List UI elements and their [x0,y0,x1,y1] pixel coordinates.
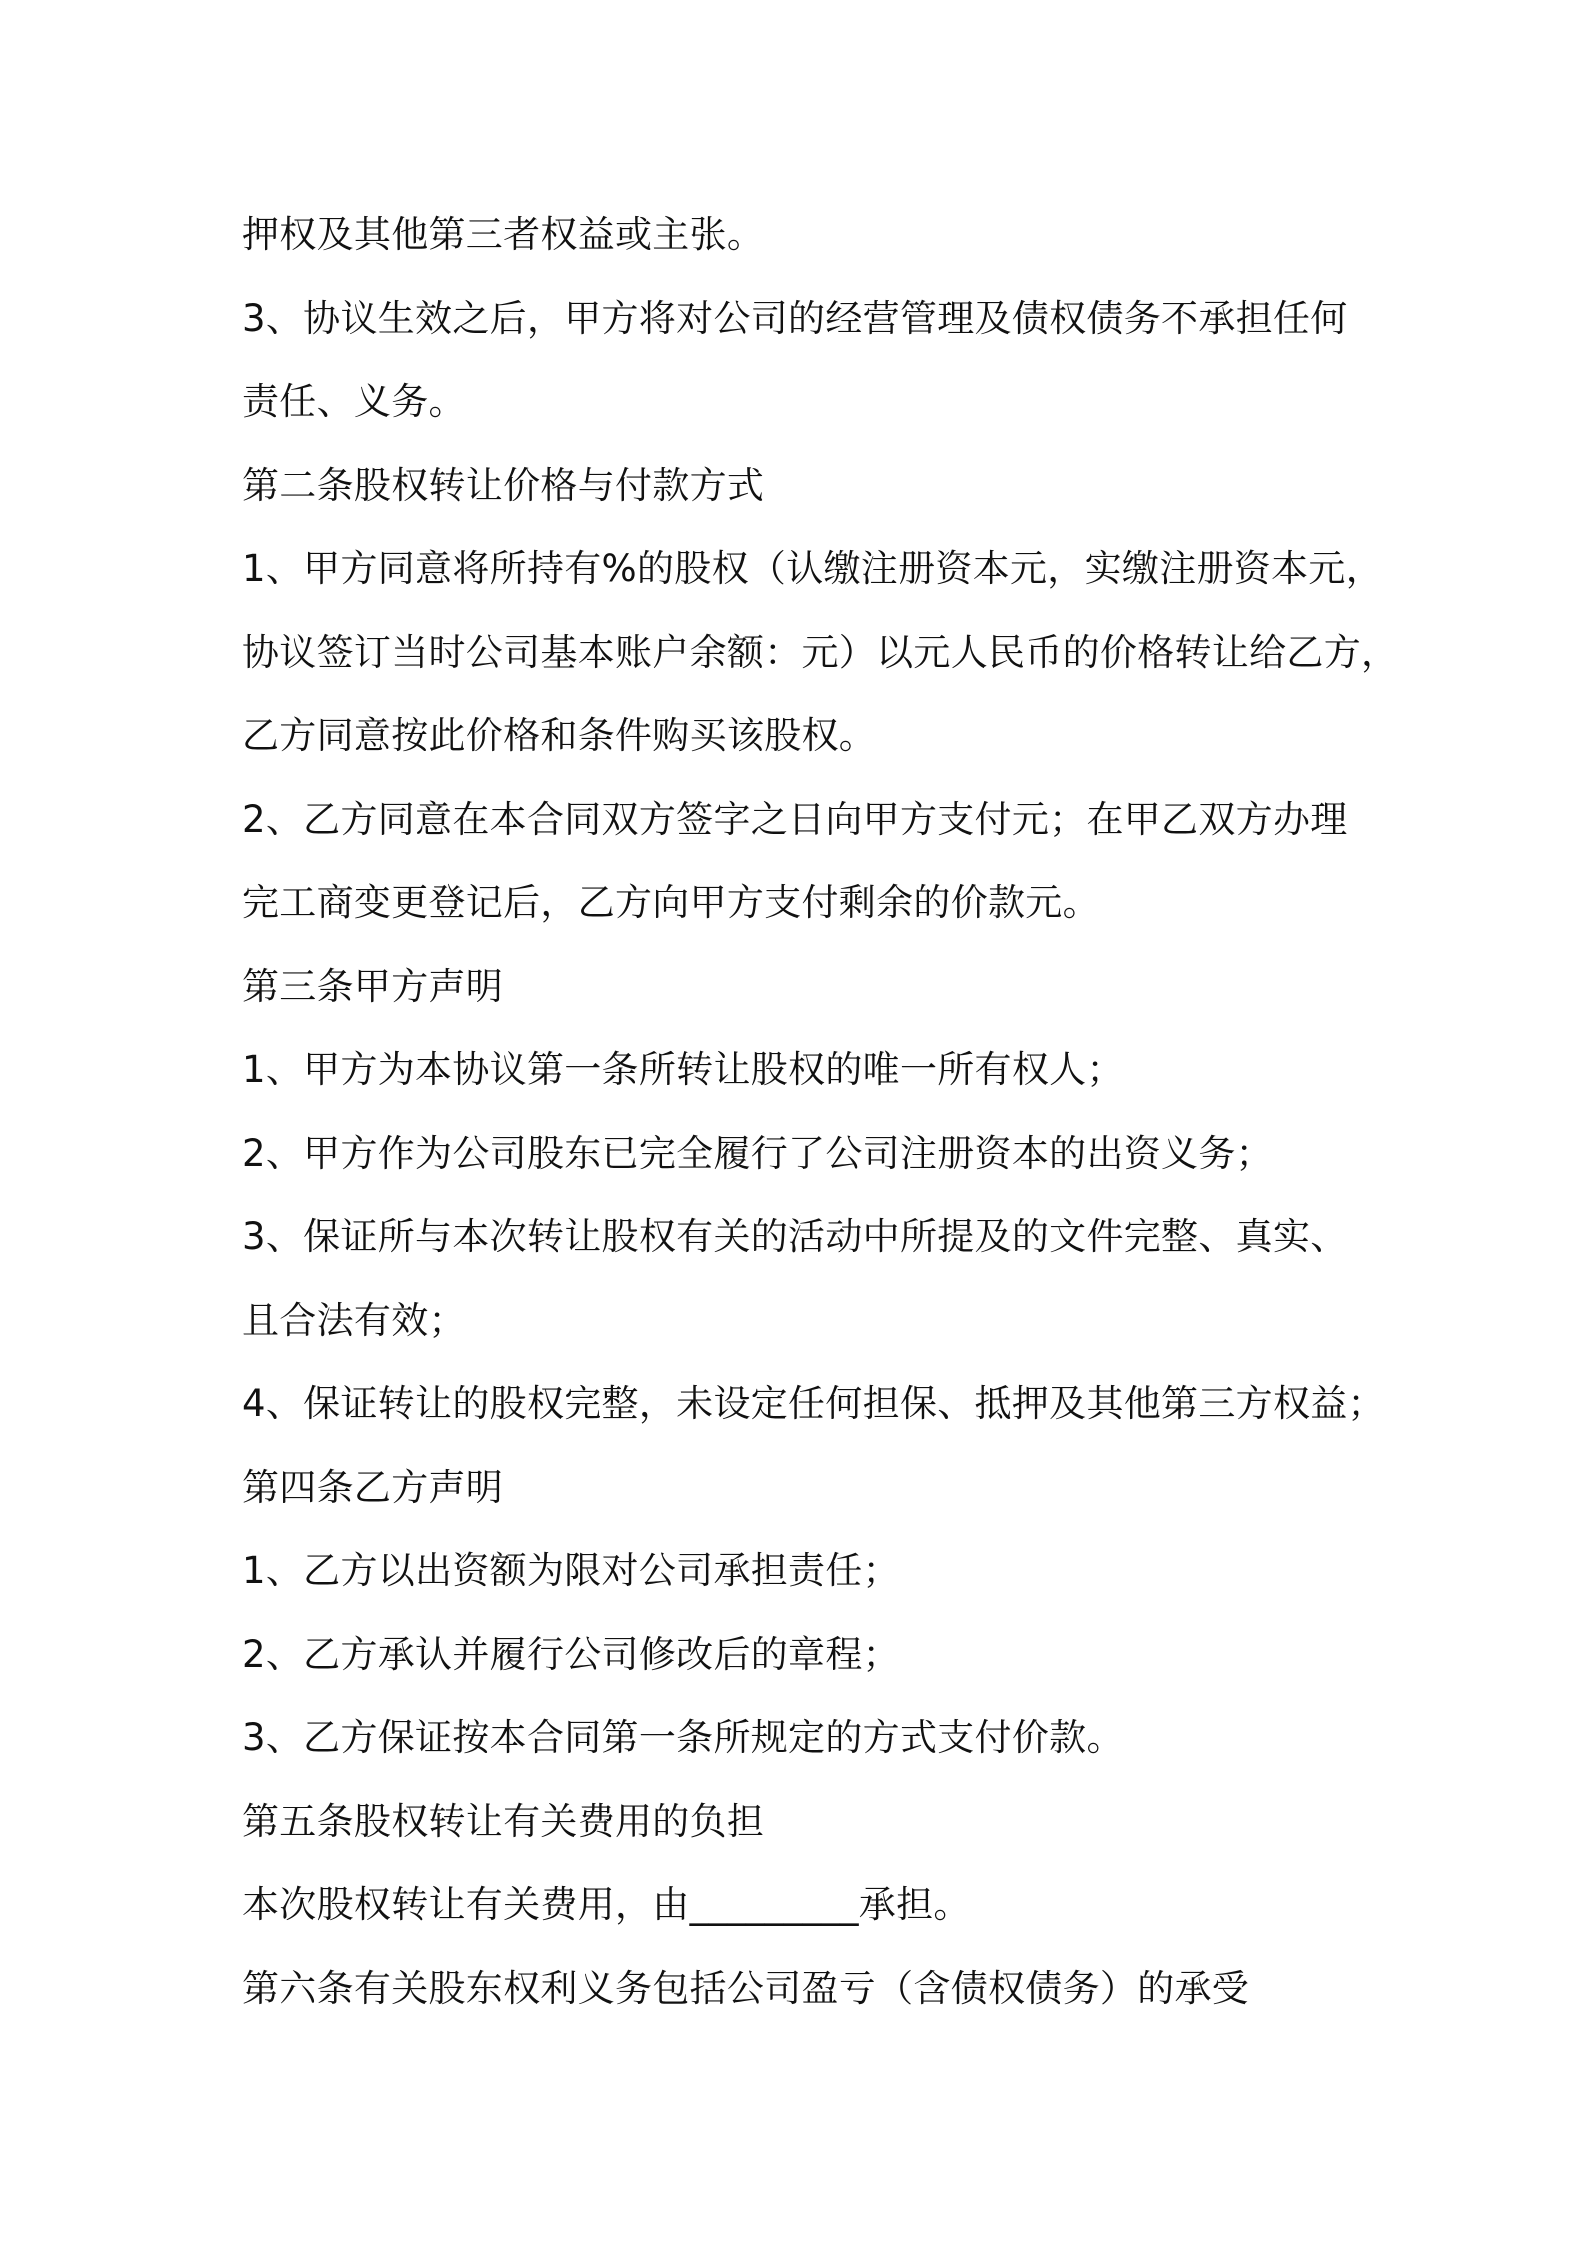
text-line: 且合法有效； [242,1298,466,1342]
section-heading: 第三条甲方声明 [242,964,504,1008]
text-line: 完工商变更登记后，乙方向甲方支付剩余的价款元。 [242,881,1100,924]
section-heading: 第六条有关股东权利义务包括公司盈亏（含债权债务）的承受 [242,1966,1250,2010]
text-line: 1、乙方以出资额为限对公司承担责任； [242,1549,900,1592]
text-line: 本次股权转让有关费用，由_________承担。 [242,1883,971,1926]
text-line: 1、甲方为本协议第一条所转让股权的唯一所有权人； [242,1048,1124,1091]
section-heading: 第五条股权转让有关费用的负担 [242,1799,765,1843]
text-line: 2、乙方同意在本合同双方签字之日向甲方支付元；在甲乙双方办理 [242,797,1348,841]
text-line: 2、甲方作为公司股东已完全履行了公司注册资本的出资义务； [242,1131,1273,1175]
text-line: 1、甲方同意将所持有%的股权（认缴注册资本元，实缴注册资本元， [242,547,1383,590]
text-line: 乙方同意按此价格和条件购买该股权。 [242,714,877,757]
text-line: 3、协议生效之后，甲方将对公司的经营管理及债权债务不承担任何 [242,296,1348,340]
text-line: 3、保证所与本次转让股权有关的活动中所提及的文件完整、真实、 [242,1215,1348,1258]
document-body [242,193,1399,2030]
text-line: 押权及其他第三者权益或主张。 [242,213,765,256]
text-line: 3、乙方保证按本合同第一条所规定的方式支付价款。 [242,1716,1124,1759]
section-heading: 第二条股权转让价格与付款方式 [242,463,765,507]
text-line: 2、乙方承认并履行公司修改后的章程； [242,1632,900,1676]
text-line: 责任、义务。 [242,380,466,423]
text-line: 协议签订当时公司基本账户余额：元）以元人民币的价格转让给乙方， [242,630,1399,674]
section-heading: 第四条乙方声明 [242,1465,504,1509]
text-line: 4、保证转让的股权完整，未设定任何担保、抵押及其他第三方权益； [242,1382,1385,1425]
